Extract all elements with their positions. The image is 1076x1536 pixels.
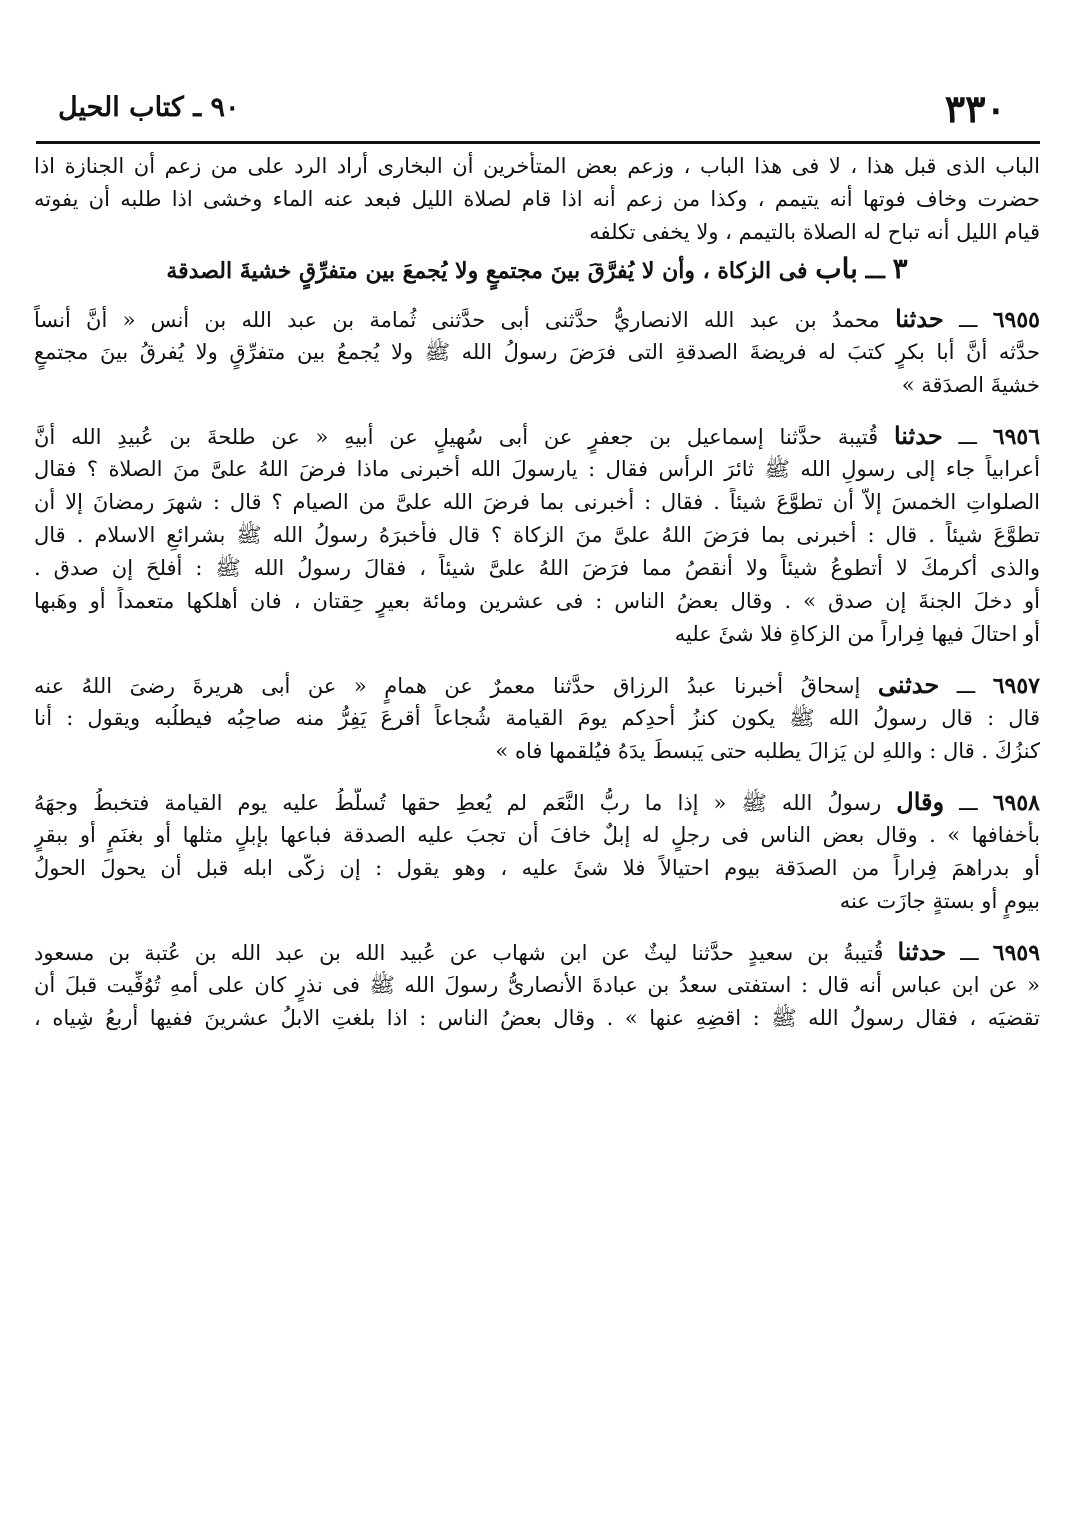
- hadith-text: إسحاقُ أخبرنا عبدُ الرزاق حدَّثنا معمرٌ عن همامٍ « عن أبى هريرةَ رضىَ اللهُ عنه: [34, 674, 861, 698]
- text-line: قال : قال رسولُ الله ﷺ يكون كنزُ أحدِكم يومَ القيامة شُجاعاً أقرعَ يَفِرُّ منه صاحِبُه فيطلُبه ويقول : أنا: [34, 706, 1040, 730]
- hadith-dash: ـــ: [956, 674, 976, 698]
- bab-word: باب: [815, 252, 858, 285]
- running-title: ٩٠ ـ كتاب الحيل: [58, 92, 240, 123]
- text-line: أو احتالَ فيها فِراراً من الزكاةِ فلا شئَ عليه: [674, 622, 1040, 646]
- spacer: [34, 770, 1040, 788]
- text-line: بأخفافها » . وقال بعض الناس فى رجلٍ له إبلٌ خافَ أن تجبَ عليه الصدقة فباعها بإبلٍ مثلها أو بغنَمٍ أو ببقرٍ: [34, 823, 1040, 847]
- hadith-dash: ـــ: [960, 941, 979, 965]
- hadith-text: قُتيبة حدَّثنا إسماعيل بن جعفرٍ عن أبى سُهيلٍ عن أبيهِ « عن طلحةَ بن عُبيدِ الله أنَّ: [34, 425, 879, 449]
- text-line: خشيةَ الصدَقة »: [901, 373, 1040, 397]
- hadith-block: [34, 938, 1040, 1037]
- header-rule: [36, 141, 1040, 144]
- text-line: الصلواتِ الخمسَ إلاَّ أن تطوَّعَ شيئاً . فقال : أخبرنى بما فرضَ الله علىَّ من الصيام ؟ قال : شهرَ رمضانَ إلا أن: [34, 490, 1040, 514]
- spacer: [34, 920, 1040, 938]
- chapter-dash: ـــ: [865, 258, 885, 284]
- hadith-opener: وقال: [896, 788, 945, 816]
- hadith-text: محمدُ بن عبد الله الانصاريُّ حدَّثنى أبى حدَّثنى ثُمامة بن عبد الله بن أنس « أنَّ أنساً: [34, 308, 880, 332]
- hadith-dash: ـــ: [959, 791, 978, 815]
- text-line: بيومٍ أو بستةٍ جازَت عنه: [839, 889, 1040, 913]
- spacer: [34, 653, 1040, 671]
- hadith-text: رسولُ الله ﷺ « إذا ما ربُّ النَّعَم لم يُعطِ حقها تُسلَّطُ عليه يوم القيامة فتخبطُ وجهَهُ: [34, 791, 882, 815]
- chapter-heading: [34, 251, 1040, 299]
- hadith-dash: ـــ: [959, 308, 978, 332]
- hadith-first-line: [34, 422, 1040, 455]
- hadith-dash: ـــ: [958, 425, 977, 449]
- hadith-opener: حدثنا: [897, 938, 947, 966]
- text-line: تقضيَه ، فقال رسولُ الله ﷺ : اقضِهِ عنها » . وقال بعضُ الناس : اذا بلغتِ الابلُ عشرينَ ففيها أربعُ شِياه ،: [34, 1006, 1040, 1030]
- hadith-opener: حدثنا: [895, 305, 944, 333]
- hadith-first-line: [34, 938, 1040, 971]
- hadith-number: ٦٩٥٥: [992, 307, 1040, 333]
- text-line: أو بدراهمَ فِراراً من الصدَقة بيوم احتيالاً فلا شئَ عليه ، وهو يقول : إن زكَّى ابله قبل أن يحولَ الحولُ: [34, 856, 1040, 880]
- text-line: أعرابياً جاء إلى رسولِ الله ﷺ ثائرَ الرأس فقال : يارسولَ الله أخبرنى ماذا فرضَ اللهُ علىَّ منَ الصلاة ؟ فقال: [34, 457, 1040, 481]
- text-line: الباب الذى قبل هذا ، لا فى هذا الباب ، وزعم بعض المتأخرين أن البخارى أراد الرد على من زعم أن الجنازة اذا: [34, 154, 1040, 178]
- hadith-first-line: [34, 671, 1040, 704]
- hadith-number: ٦٩٥٩: [992, 940, 1040, 966]
- hadith-block: [34, 422, 1040, 653]
- hadith-number: ٦٩٥٦: [992, 424, 1040, 450]
- hadith-first-line: [34, 305, 1040, 338]
- hadith-number: ٦٩٥٧: [992, 673, 1040, 699]
- text-line: تطوَّعَ شيئاً . قال : أخبرنى بما فرَضَ اللهُ علىَّ منَ الزكاة ؟ قال فأخبرَهُ رسولُ الله ﷺ بشرائعِ الاسلام . قال: [34, 523, 1040, 547]
- hadith-text: قُتيبةُ بن سعيدٍ حدَّثنا ليثٌ عن ابن شهاب عن عُبيد الله بن عبد الله بن عُتبة بن مسعود: [34, 941, 884, 965]
- text-line: حدَّثه أنَّ أبا بكرٍ كتبَ له فريضةَ الصدقةِ التى فرَضَ رسولُ الله ﷺ ولا يُجمعُ بين متفرِّقٍ ولا يُفرقُ بينَ مجتمعٍ: [34, 340, 1040, 364]
- body-text: [34, 152, 1040, 1037]
- text-line: والذى أكرمكَ لا أتطوعُ شيئاً ولا أنقصُ مما فرَضَ اللهُ علىَّ شيئاً ، فقالَ رسولُ الله ﷺ : أفلحَ إن صدق .: [34, 556, 1040, 580]
- hadith-opener: حدثنى: [877, 671, 940, 699]
- chapter-number: ٣: [892, 252, 908, 285]
- hadith-opener: حدثنا: [893, 422, 943, 450]
- page-number: ٣٣٠: [944, 86, 1006, 131]
- chapter-title: فى الزكاة ، وأن لا يُفرَّقَ بينَ مجتمعٍ ولا يُجمعَ بين متفرِّقٍ خشيةَ الصدقة: [166, 258, 808, 284]
- page-header: [36, 84, 1040, 142]
- hadith-first-line: [34, 788, 1040, 821]
- hadith-block: [34, 671, 1040, 770]
- hadith-number: ٦٩٥٨: [992, 790, 1040, 816]
- hadith-block: [34, 305, 1040, 404]
- text-line: كنزُكَ . قال : واللهِ لن يَزالَ يطلبه حتى يَبسطَ يدَهُ فيُلقمها فاه »: [495, 739, 1040, 763]
- hadith-block: [34, 788, 1040, 920]
- spacer: [34, 404, 1040, 422]
- text-line: قيام الليل أنه تباح له الصلاة بالتيمم ، ولا يخفى تكلفه: [589, 220, 1040, 244]
- text-line: « عن ابن عباس أنه قال : استفتى سعدُ بن عبادةَ الأنصارىُّ رسولَ الله ﷺ فى نذرٍ كان على أمهِ تُوُفِّيت قبلَ أن: [34, 973, 1040, 997]
- intro-paragraph: [34, 152, 1040, 251]
- text-line: أو دخلَ الجنةَ إن صدق » . وقال بعضُ الناس : فى عشرين ومائة بعيرٍ حِقتان ، فان أهلكها متعمداً أو وهَبها: [34, 589, 1040, 613]
- text-line: حضرت وخاف فوتها أنه يتيمم ، وكذا من زعم أنه اذا قام لصلاة الليل فبعد عنه الماء وخشى اذا طلبه أن يفوته: [34, 187, 1040, 211]
